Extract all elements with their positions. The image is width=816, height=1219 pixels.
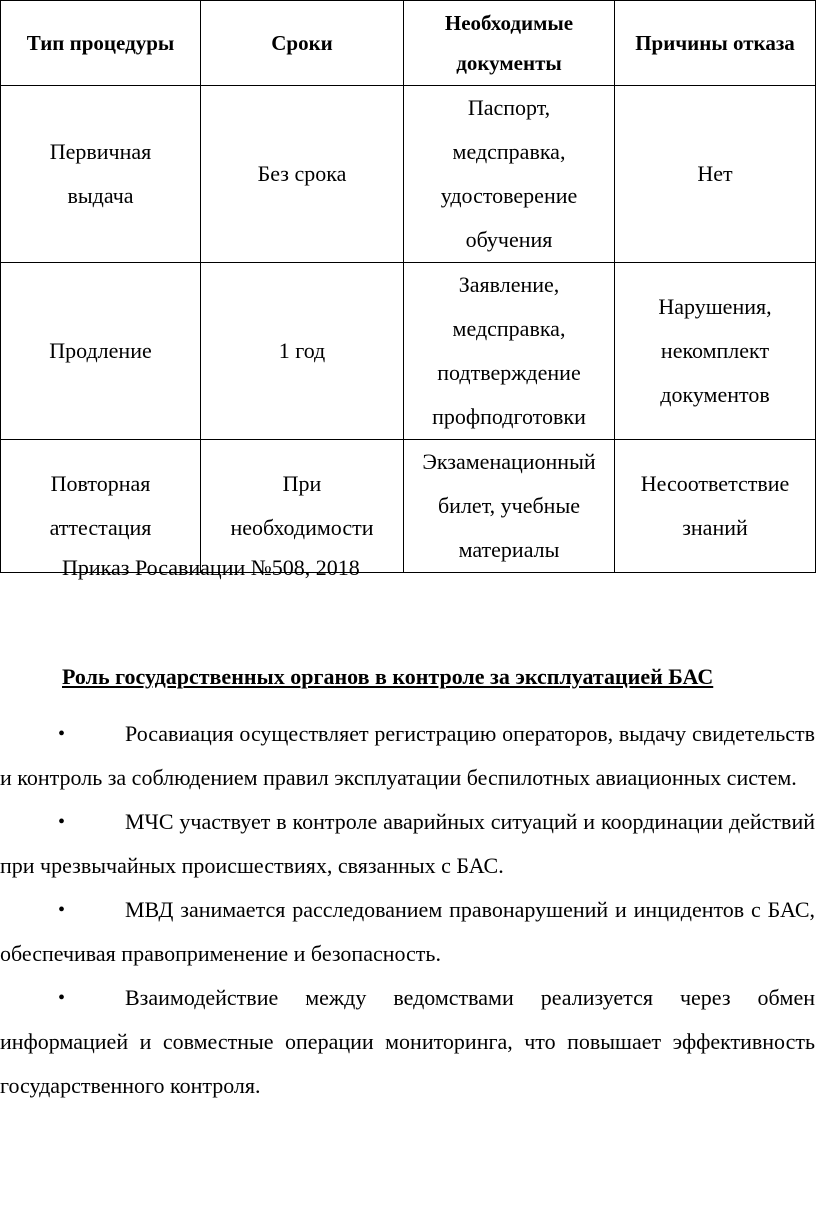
list-item — [0, 800, 815, 888]
bullet-list — [0, 712, 815, 1108]
bullet-icon: • — [58, 987, 66, 1009]
list-item — [0, 712, 815, 800]
table-row — [1, 86, 816, 263]
table-cell: Нет — [615, 86, 816, 263]
header-refusal-reasons: Причины отказа — [615, 1, 816, 86]
table-cell: Заявление, медсправка, подтверждение профподготовки — [404, 263, 615, 440]
header-documents: Необходимые документы — [404, 1, 615, 86]
bullet-icon: • — [58, 811, 66, 833]
table-header-row — [1, 1, 816, 86]
bullet-icon: • — [58, 723, 66, 745]
list-item-text: МВД занимается расследованием правонарушений и инцидентов с БАС, обеспечивая правоприменение и безопасность. — [0, 897, 815, 966]
list-item — [0, 976, 815, 1108]
list-item-text: Взаимодействие между ведомствами реализуется через обмен информацией и совместные операции мониторинга, что повышает эффективность государственного контроля. — [0, 985, 815, 1098]
procedures-table — [0, 0, 816, 573]
header-procedure-type: Тип процедуры — [1, 1, 201, 86]
table-cell: Без срока — [201, 86, 404, 263]
table-cell: Нарушения, некомплект документов — [615, 263, 816, 440]
list-item-text: Росавиация осуществляет регистрацию операторов, выдачу свидетельств и контроль за соблюдением правил эксплуатации беспилотных авиационных систем. — [0, 721, 815, 790]
table-cell: Первичная выдача — [1, 86, 201, 263]
source-citation: Приказ Росавиации №508, 2018 — [62, 555, 360, 580]
list-item-text: МЧС участвует в контроле аварийных ситуаций и координации действий при чрезвычайных происшествиях, связанных с БАС. — [0, 809, 815, 878]
list-item — [0, 888, 815, 976]
bullet-icon: • — [58, 899, 66, 921]
table-cell: Повторная аттестация — [1, 440, 201, 573]
table-cell: Паспорт, медсправка, удостоверение обучения — [404, 86, 615, 263]
section-title: Роль государственных органов в контроле за эксплуатацией БАС — [62, 664, 714, 689]
table-cell: Продление — [1, 263, 201, 440]
table-cell: Экзаменационный билет, учебные материалы — [404, 440, 615, 573]
table-cell: При необходимости — [201, 440, 404, 573]
table-cell: Несоответствие знаний — [615, 440, 816, 573]
table-cell: 1 год — [201, 263, 404, 440]
table-row — [1, 263, 816, 440]
header-terms: Сроки — [201, 1, 404, 86]
